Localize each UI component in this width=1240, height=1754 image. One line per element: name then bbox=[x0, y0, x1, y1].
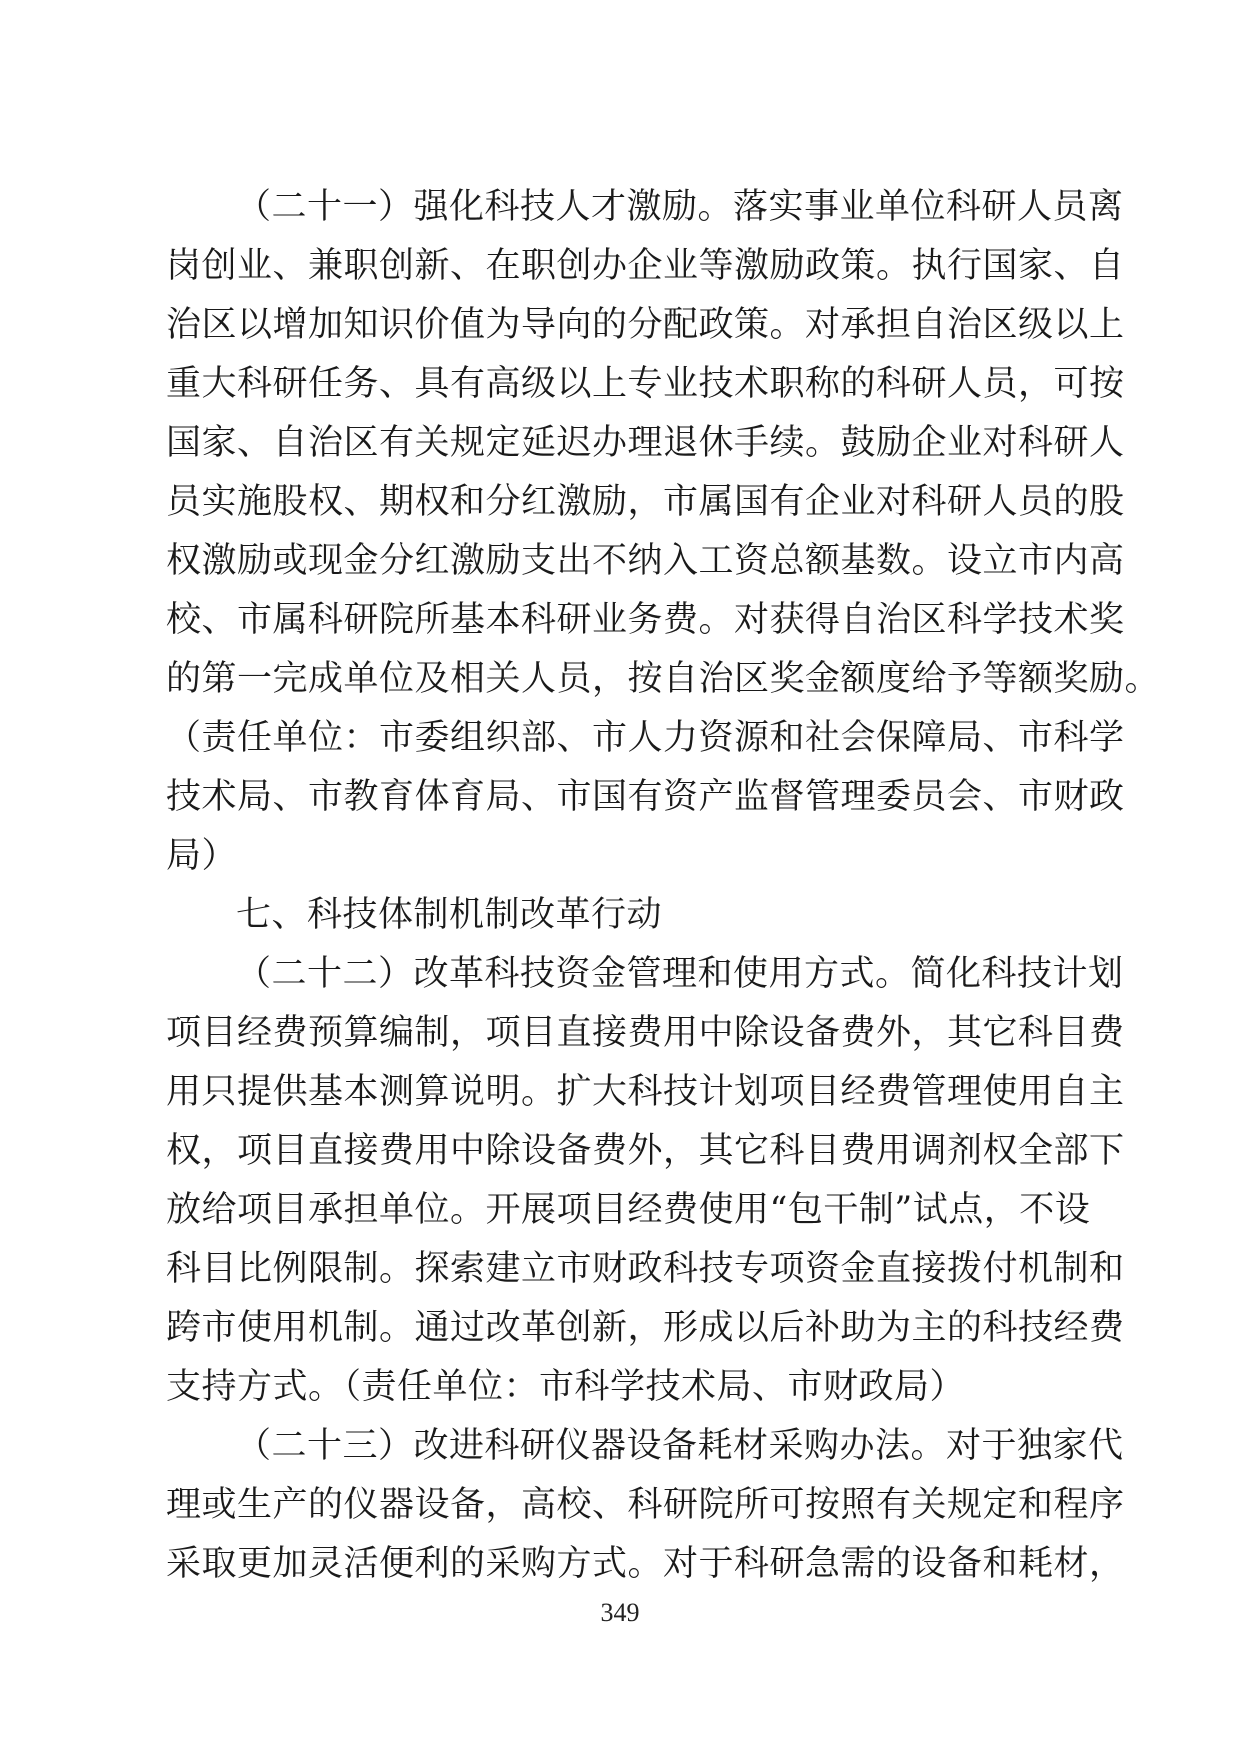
text-line: 重大科研任务、具有高级以上专业技术职称的科研人员，可按 bbox=[166, 364, 1125, 404]
text-line: （二十三）改进科研仪器设备耗材采购办法。对于独家代 bbox=[236, 1426, 1124, 1466]
text-line: 治区以增加知识价值为导向的分配政策。对承担自治区级以上 bbox=[166, 305, 1125, 345]
text-line: 跨市使用机制。通过改革创新，形成以后补助为主的科技经费 bbox=[166, 1308, 1125, 1348]
text-line: 国家、自治区有关规定延迟办理退休手续。鼓励企业对科研人 bbox=[166, 423, 1125, 463]
text-line: 权，项目直接费用中除设备费外，其它科目费用调剂权全部下 bbox=[166, 1131, 1125, 1171]
text-line: 岗创业、兼职创新、在职创办企业等激励政策。执行国家、自 bbox=[166, 246, 1125, 286]
text-line: 权激励或现金分红激励支出不纳入工资总额基数。设立市内高 bbox=[166, 541, 1125, 581]
text-line: 放给项目承担单位。开展项目经费使用“包干制”试点，不设 bbox=[166, 1190, 1091, 1230]
text-line: 校、市属科研院所基本科研业务费。对获得自治区科学技术奖 bbox=[166, 600, 1125, 640]
page-number: 349 bbox=[600, 1598, 640, 1627]
text-line: 技术局、市教育体育局、市国有资产监督管理委员会、市财政 bbox=[166, 777, 1125, 817]
document-body bbox=[166, 178, 1161, 1594]
text-line: 理或生产的仪器设备，高校、科研院所可按照有关规定和程序 bbox=[166, 1485, 1125, 1525]
section-heading-7 bbox=[166, 886, 1078, 945]
text-line: 局） bbox=[166, 836, 238, 876]
text-line: （二十二）改革科技资金管理和使用方式。简化科技计划 bbox=[236, 954, 1124, 994]
text-line: 的第一完成单位及相关人员，按自治区奖金额度给予等额奖励。 bbox=[166, 659, 1161, 699]
paragraph-21 bbox=[166, 178, 1161, 886]
text-line: 用只提供基本测算说明。扩大科技计划项目经费管理使用自主 bbox=[166, 1072, 1125, 1112]
text-line: （二十一）强化科技人才激励。落实事业单位科研人员离 bbox=[236, 187, 1124, 227]
text-line: （责任单位：市委组织部、市人力资源和社会保障局、市科学 bbox=[166, 718, 1125, 758]
text-line: 项目经费预算编制，项目直接费用中除设备费外，其它科目费 bbox=[166, 1013, 1125, 1053]
paragraph-22 bbox=[166, 945, 1125, 1417]
paragraph-23 bbox=[166, 1417, 1125, 1594]
text-line: 科目比例限制。探索建立市财政科技专项资金直接拨付机制和 bbox=[166, 1249, 1125, 1289]
section-heading: 七、科技体制机制改革行动 bbox=[236, 895, 663, 935]
text-line: 采取更加灵活便利的采购方式。对于科研急需的设备和耗材， bbox=[166, 1544, 1125, 1584]
text-line: 员实施股权、期权和分红激励，市属国有企业对科研人员的股 bbox=[166, 482, 1125, 522]
text-line: 支持方式。（责任单位：市科学技术局、市财政局） bbox=[166, 1367, 966, 1407]
